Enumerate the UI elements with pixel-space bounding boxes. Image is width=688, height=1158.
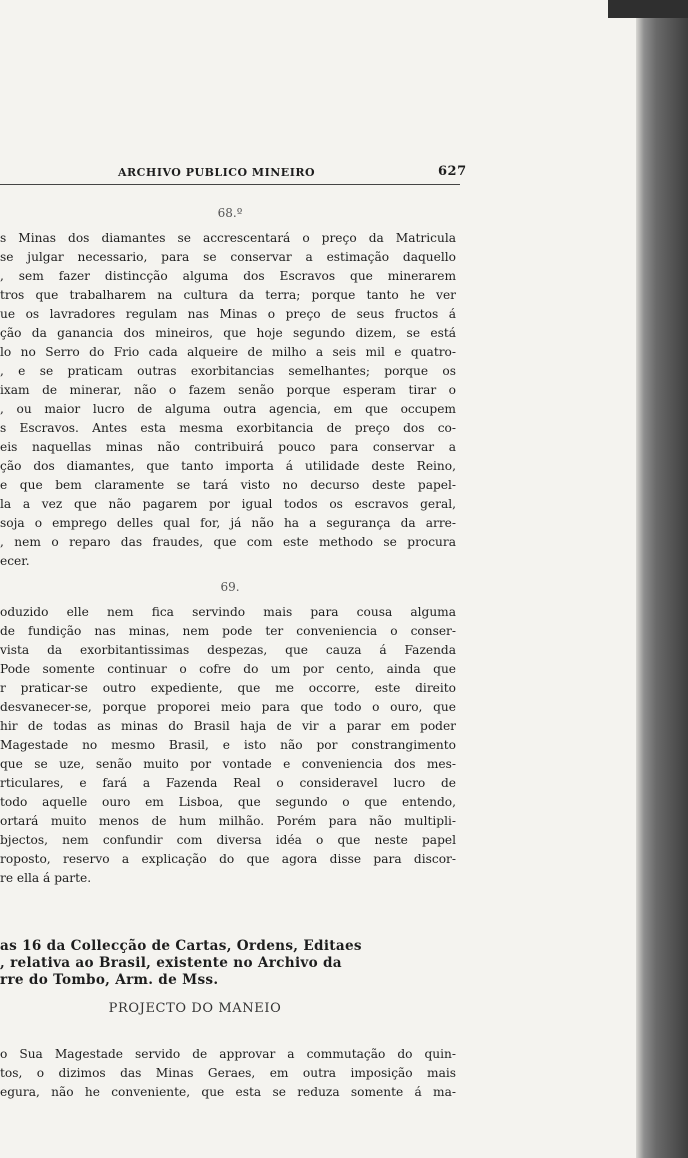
text-line: Pode somente continuar o cofre do um por cento, ainda que <box>0 662 456 676</box>
text-line: desvanecer-se, porque proporei meio para que todo o ouro, que <box>0 700 456 714</box>
text-line: ção dos diamantes, que tanto importa á utilidade deste Reino, <box>0 459 456 473</box>
text-line: e que bem claramente se tará visto no decurso deste papel- <box>0 478 456 492</box>
book-binding-edge <box>636 0 688 1158</box>
text-line: , ou maior lucro de alguma outra agencia, em que occupem <box>0 402 456 416</box>
text-line: , e se praticam outras exorbitancias semelhantes; porque os <box>0 364 456 378</box>
page-number: 627 <box>438 164 467 179</box>
section-number-68: 68.º <box>217 206 243 220</box>
running-header <box>0 164 470 184</box>
text-line: que se uze, senão muito por vontade e conveniencia dos mes- <box>0 757 456 771</box>
text-line: ortará muito menos de hum milhão. Porém para não multipli- <box>0 814 456 828</box>
heading-line: rre do Tombo, Arm. de Mss. <box>0 972 219 988</box>
text-line: Magestade no mesmo Brasil, e isto não por constrangimento <box>0 738 456 752</box>
text-line: re ella á parte. <box>0 871 92 885</box>
text-line: tos, o dizimos das Minas Geraes, em outra imposição mais <box>0 1066 456 1080</box>
heading-line: as 16 da Collecção de Cartas, Ordens, Editaes <box>0 938 362 954</box>
paragraph-section-68 <box>0 229 456 571</box>
text-line: eis naquellas minas não contribuirá pouco para conservar a <box>0 440 456 454</box>
paragraph-section-69 <box>0 603 456 888</box>
text-line: hir de todas as minas do Brasil haja de vir a parar em poder <box>0 719 456 733</box>
text-line: rticulares, e fará a Fazenda Real o consideravel lucro de <box>0 776 456 790</box>
text-line: ecer. <box>0 554 30 568</box>
document-heading <box>0 938 470 989</box>
text-line: , sem fazer distincção alguma dos Escravos que minerarem <box>0 269 456 283</box>
text-line: bjectos, nem confundir com diversa idéa o que neste papel <box>0 833 456 847</box>
text-line: , nem o reparo das fraudes, que com este methodo se procura <box>0 535 456 549</box>
text-line: vista da exorbitantissimas despezas, que cauza á Fazenda <box>0 643 456 657</box>
text-line: roposto, reservo a explicação do que agora disse para discor- <box>0 852 456 866</box>
header-rule <box>0 184 460 185</box>
subheading: PROJECTO DO MANEIO <box>108 1001 282 1016</box>
text-line: o Sua Magestade servido de approvar a commutação do quin- <box>0 1047 456 1061</box>
text-line: egura, não he conveniente, que esta se reduza somente á ma- <box>0 1085 456 1099</box>
text-line: s Minas dos diamantes se accrescentará o preço da Matricula <box>0 231 456 245</box>
text-line: se julgar necessario, para se conservar a estimação daquello <box>0 250 456 264</box>
text-line: tros que trabalharem na cultura da terra; porque tanto he ver <box>0 288 456 302</box>
text-line: ue os lavradores regulam nas Minas o preço de seus fructos á <box>0 307 456 321</box>
heading-line: , relativa ao Brasil, existente no Archivo da <box>0 955 342 971</box>
text-line: lo no Serro do Frio cada alqueire de milho a seis mil e quatro- <box>0 345 456 359</box>
text-line: oduzido elle nem fica servindo mais para cousa alguma <box>0 605 456 619</box>
paragraph-projecto <box>0 1045 456 1102</box>
text-line: de fundição nas minas, nem pode ter conveniencia o conser- <box>0 624 456 638</box>
text-line: soja o emprego delles qual for, já não ha a segurança da arre- <box>0 516 456 530</box>
text-line: r praticar-se outro expediente, que me occorre, este direito <box>0 681 456 695</box>
section-number-69: 69. <box>220 580 240 594</box>
text-line: s Escravos. Antes esta mesma exorbitancia de preço dos co- <box>0 421 456 435</box>
text-line: ção da ganancia dos mineiros, que hoje segundo dizem, se está <box>0 326 456 340</box>
running-header-title: ARCHIVO PUBLICO MINEIRO <box>118 166 316 179</box>
text-line: todo aquelle ouro em Lisboa, que segundo o que entendo, <box>0 795 456 809</box>
text-line: la a vez que não pagarem por igual todos os escravos geral, <box>0 497 456 511</box>
text-line: ixam de minerar, não o fazem senão porque esperam tirar o <box>0 383 456 397</box>
